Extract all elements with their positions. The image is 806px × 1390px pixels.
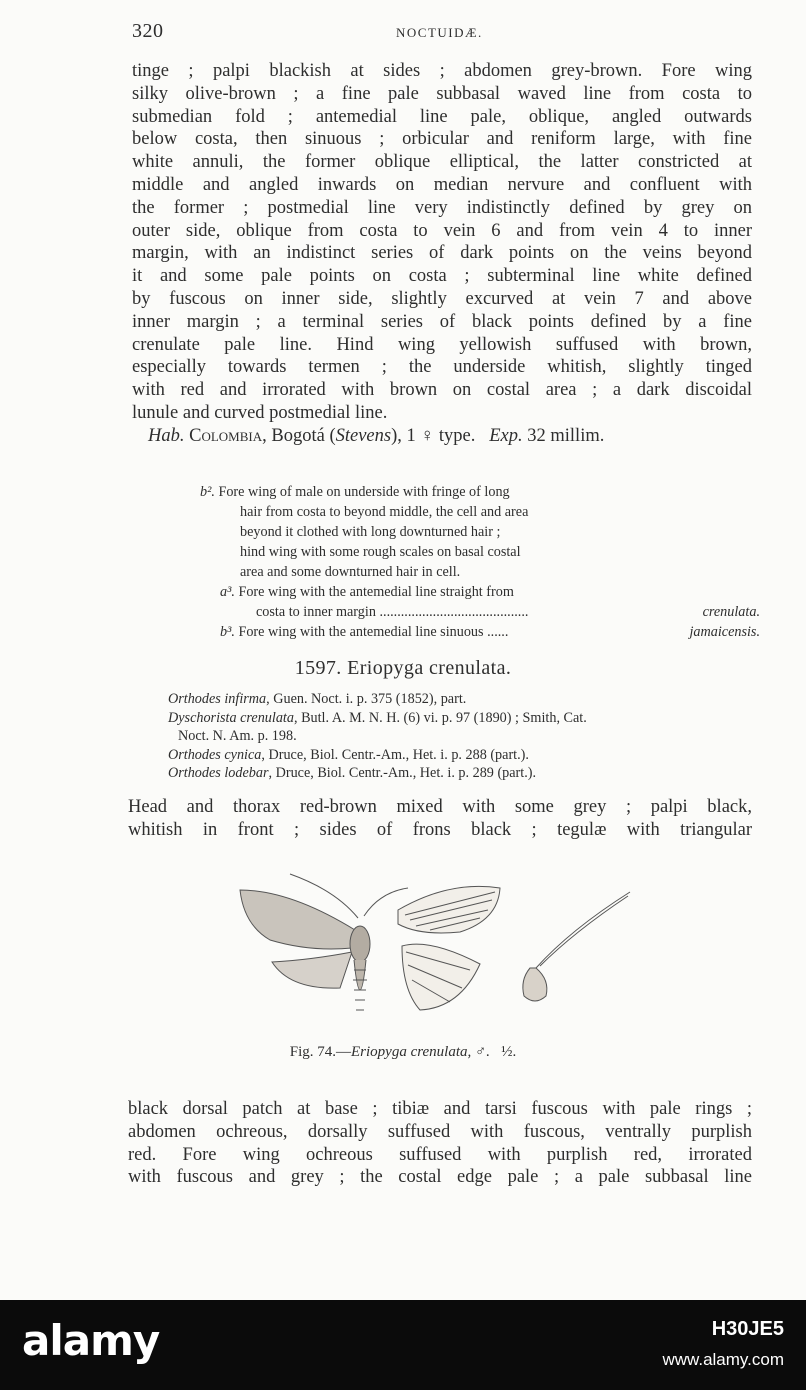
synonym-ref: , Druce, Biol. Centr.-Am., Het. i. p. 289 (part.). [268, 765, 537, 781]
key-result-jamaicensis: jamaicensis. [689, 624, 760, 640]
moth-body-figure [240, 874, 630, 1010]
exp-label: Exp. [489, 426, 523, 446]
key-line: hind wing with some rough scales on basal costal [240, 544, 521, 560]
moth-illustration [230, 870, 650, 1040]
text-line: margin, with an indistinct series of dark points on the veins beyond [132, 243, 752, 264]
synonym-name: Orthodes infirma [168, 691, 267, 707]
hab-label: Hab. [148, 426, 185, 446]
synonym-entry [168, 727, 758, 746]
species-heading: 1597. Eriopyga crenulata. [294, 657, 512, 679]
key-line: area and some downturned hair in cell. [240, 564, 461, 580]
key-line: hair from costa to beyond middle, the cell and area [240, 504, 529, 520]
key-line: Fore wing with the antemedial line sinuous [238, 624, 484, 640]
text-line: Head and thorax red-brown mixed with some grey ; palpi black, [128, 797, 752, 817]
key-line: beyond it clothed with long downturned hair ; [240, 524, 501, 540]
text-line: submedian fold ; antemedial line pale, oblique, angled outwards [132, 106, 752, 127]
hab-place: , Bogotá ( [262, 426, 336, 446]
synonym-name: Dyschorista crenulata [168, 709, 294, 726]
synonym-name: Orthodes lodebar [168, 765, 269, 781]
key-line: Fore wing of male on underside with fringe of long [218, 484, 510, 500]
exp-value: 32 millim. [527, 426, 605, 446]
text-line: silky olive-brown ; a fine pale subbasal waved line from costa to [132, 83, 752, 104]
text-line: with fuscous and grey ; the costal edge pale ; a pale subbasal line [128, 1167, 752, 1188]
text-line: lunule and curved postmedial line. [132, 402, 388, 423]
description-paragraph [128, 796, 752, 842]
key-marker-b3: b³. [220, 624, 235, 640]
synonym-ref: , Guen. Noct. i. p. 375 (1852), part. [266, 691, 467, 707]
figure-caption [0, 1044, 806, 1061]
text-line: the former ; postmedial line very indistinctly defined by grey on [132, 197, 752, 218]
text-line: with red and irrorated with brown on costal area ; a dark discoidal [132, 380, 752, 401]
description-paragraph-continued [128, 1098, 752, 1189]
text-line: crenulate pale line. Hind wing yellowish suffused with brown, [132, 334, 752, 355]
image-id: H30JE5 [711, 1318, 784, 1340]
caption-prefix: Fig. 74.— [289, 1044, 351, 1060]
synonym-ref: , Druce, Biol. Centr.-Am., Het. i. p. 288 (part.). [261, 746, 529, 763]
text-line: below costa, then sinuous ; orbicular and reniform large, with fine [132, 129, 752, 150]
page-number: 320 [132, 20, 164, 42]
caption-sex: ♂. [475, 1044, 491, 1060]
running-title: NOCTUIDÆ. [396, 25, 483, 40]
key-marker-a3: a³. [220, 584, 235, 600]
synonym-name: Orthodes cynica [168, 746, 262, 763]
caption-species: Eriopyga crenulata, [351, 1044, 472, 1060]
text-line: outer side, oblique from costa to vein 6 and from vein 4 to inner [132, 220, 752, 241]
site-url: www.alamy.com [662, 1350, 784, 1369]
brand-logo: alamy [22, 1316, 160, 1365]
synonym-entry [168, 746, 758, 765]
text-line: tinge ; palpi blackish at sides ; abdomen grey-brown. Fore wing [132, 61, 752, 81]
key-line: costa to inner margin [256, 604, 376, 620]
text-line: it and some pale points on costa ; subterminal line white defined [132, 266, 752, 287]
hab-locality: Colombia [189, 426, 263, 446]
key-marker-b2: b². [200, 484, 215, 500]
synonym-ref: Noct. N. Am. p. 198. [178, 728, 297, 744]
hab-collector: Stevens [335, 426, 392, 446]
hab-specimens: ), 1 ♀ type. [391, 426, 476, 446]
text-line: whitish in front ; sides of frons black ; tegulæ with triangular [128, 819, 752, 840]
key-leader-dots: .......................................... [379, 604, 529, 620]
key-result-crenulata: crenulata. [702, 604, 760, 620]
synonym-ref: , Butl. A. M. N. H. (6) vi. p. 97 (1890) ; Smith, Cat. [293, 709, 587, 726]
text-line: black dorsal patch at base ; tibiæ and tarsi fuscous with pale rings ; [128, 1099, 752, 1119]
caption-scale: ½. [501, 1044, 517, 1060]
synonym-entry [168, 709, 758, 728]
synonym-entry [168, 764, 758, 783]
synonymy-list [168, 690, 758, 783]
identification-key [200, 482, 760, 642]
habitat-line [148, 424, 728, 448]
text-line: by fuscous on inner side, slightly excurved at vein 7 and above [132, 288, 752, 309]
text-line: red. Fore wing ochreous suffused with purplish red, irrorated [128, 1144, 752, 1165]
intro-paragraph [132, 60, 752, 425]
text-line: inner margin ; a terminal series of black points defined by a fine [132, 311, 752, 332]
key-leader-dots: ...... [487, 624, 509, 640]
text-line: middle and angled inwards on median nervure and confluent with [132, 174, 752, 195]
synonym-entry [168, 690, 758, 709]
key-line: Fore wing with the antemedial line straight from [238, 584, 514, 600]
text-line: especially towards termen ; the underside whitish, slightly tinged [132, 357, 752, 378]
text-line: abdomen ochreous, dorsally suffused with fuscous, ventrally purplish [128, 1121, 752, 1142]
text-line: white annuli, the former oblique elliptical, the latter constricted at [132, 152, 752, 173]
